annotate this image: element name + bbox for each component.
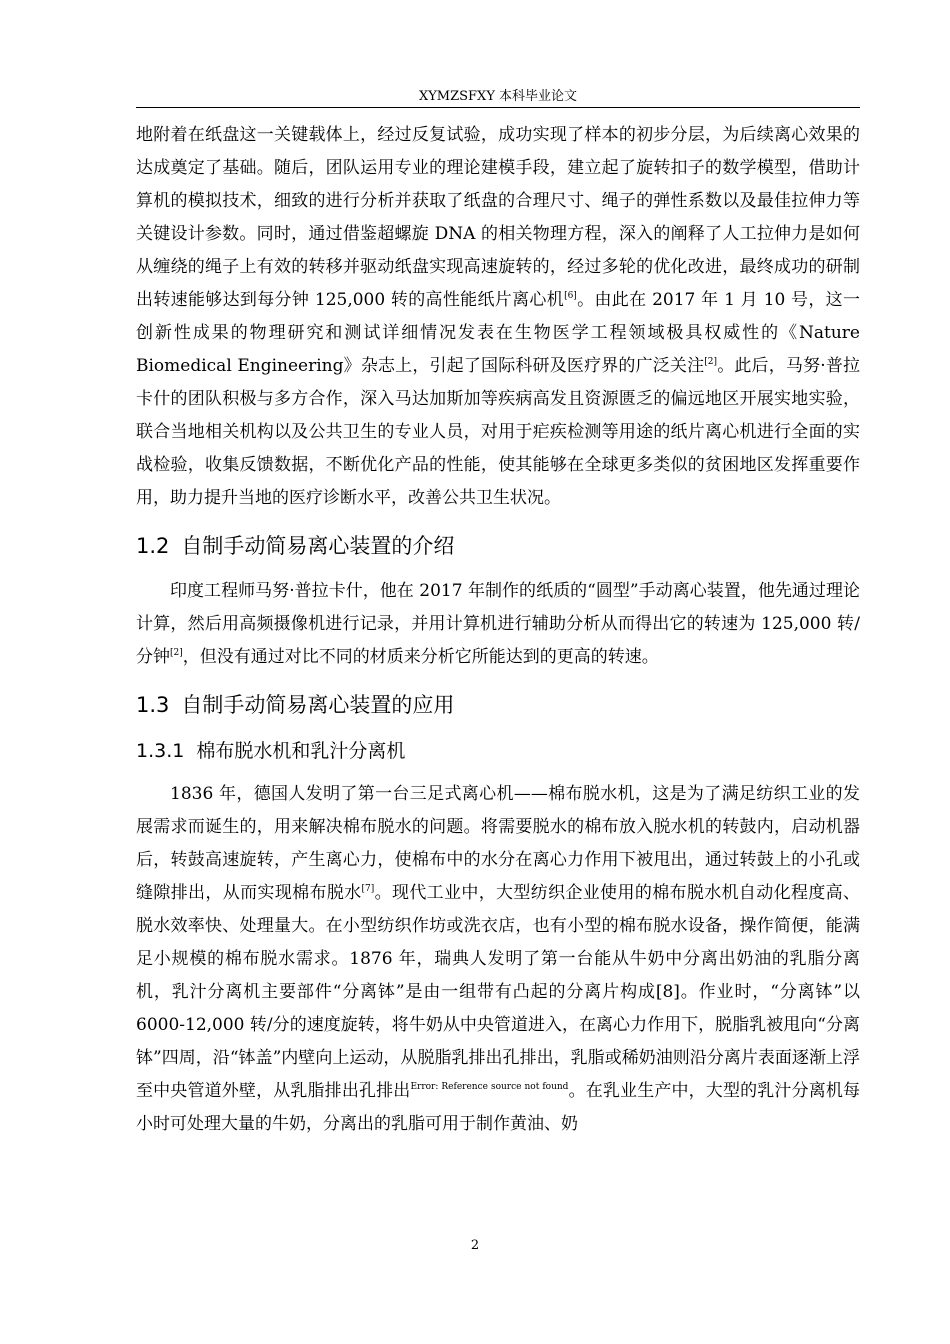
paragraph-text: 。此后，马努·普拉卡什的团队积极与多方合作，深入马达加斯加等疾病高发且资源匮乏的偏远地区开展实地实验，联合当地相关机构以及公共卫生的专业人员，对用于疟疾检测等用途的纸片离心机进行全面的实战检验，收集反馈数据，不断优化产品的性能，使其能够在全球更多类似的贫困地区发挥重要作用，助力提升当地的医疗诊断水平，改善公共卫生状况。 (136, 356, 860, 508)
subsection-number: 1.3.1 (136, 740, 185, 762)
paragraph-text: ，但没有通过对比不同的材质来分析它所能达到的更高的转速。 (182, 647, 659, 667)
page-body (136, 119, 860, 1141)
page-number: 2 (470, 1238, 480, 1253)
paragraph-text: 地附着在纸盘这一关键载体上，经过反复试验，成功实现了样本的初步分层，为后续离心效果的达成奠定了基础。随后，团队运用专业的理论建模手段，建立起了旋转扣子的数学模型，借助计算机的模拟技术，细致的进行分析并获取了纸盘的合理尺寸、绳子的弹性系数以及最佳拉伸力等关键设计参数。同时，通过借鉴超螺旋 DNA 的相关物理方程，深入的阐释了人工拉伸力是如何从缠绕的绳子上有效的转移并驱动纸盘实现高速旋转的，经过多轮的优化改进，最终成功的研制出转速能够达到每分钟 125,000 转的高性能纸片离心机 (136, 125, 860, 310)
section-heading-1-3 (136, 687, 860, 723)
section-title: 自制手动简易离心装置的应用 (181, 693, 455, 717)
paragraph-continued (136, 119, 860, 515)
subsection-title: 棉布脱水机和乳汁分离机 (196, 740, 406, 762)
paragraph-text: 。现代工业中，大型纺织企业使用的棉布脱水机自动化程度高、脱水效率快、处理量大。在小型纺织作坊或洗衣店，也有小型的棉布脱水设备，操作简便，能满足小规模的棉布脱水需求。1876 年，瑞典人发明了第一台能从牛奶中分离出奶油的乳脂分离机，乳汁分离机主要部件“分离钵”是由一组带有凸起的分离片构成[8]。作业时，“分离钵”以 6000-12,000 转/分的速度旋转，将牛奶从中央管道进入，在离心力作用下，脱脂乳被甩向“分离钵”四周，沿“钵盖”内壁向上运动，从脱脂乳排出孔排出，乳脂或稀奶油则沿分离片表面逐渐上浮至中央管道外壁，从乳脂排出孔排出 (136, 883, 861, 1101)
reference-error: Error: Reference source not found (410, 1082, 569, 1092)
header-rule (136, 107, 860, 108)
section-heading-1-2 (136, 528, 860, 564)
paragraph-text: 1836 年，德国人发明了第一台三足式离心机——棉布脱水机，这是为了满足纺织工业的发展需求而诞生的，用来解决棉布脱水的问题。将需要脱水的棉布放入脱水机的转鼓内，启动机器后，转鼓高速旋转，产生离心力，使棉布中的水分在离心力作用下被甩出，通过转鼓上的小孔或缝隙排出，从而实现棉布脱水 (136, 784, 860, 903)
section-number: 1.3 (136, 693, 170, 717)
section-number: 1.2 (136, 534, 170, 558)
running-header: XYMZSFXY 本科毕业论文 (418, 89, 578, 104)
citation: [6] (564, 291, 577, 301)
paragraph (136, 575, 860, 674)
section-title: 自制手动简易离心装置的介绍 (181, 534, 455, 558)
paragraph-text: 。由此在 2017 年 1 月 10 号，这一创新性成果的物理研究和测试详细情况发表在生物医学工程领域极具权威性的《Nature Biomedical Engineering》杂志上，引起了国际科研及医疗界的广泛关注 (136, 290, 860, 376)
citation: [2] (170, 648, 183, 658)
paragraph (136, 778, 860, 1141)
subsection-heading-1-3-1 (136, 734, 860, 768)
paragraph-text: 。在乳业生产中，大型的乳汁分离机每小时可处理大量的牛奶，分离出的乳脂可用于制作黄油、奶 (136, 1081, 861, 1134)
paragraph-text: 印度工程师马努·普拉卡什，他在 2017 年制作的纸质的“圆型”手动离心装置，他先通过理论计算，然后用高频摄像机进行记录，并用计算机进行辅助分析从而得出它的转速为 125,000 转/分钟 (136, 581, 860, 667)
citation: [2] (704, 357, 718, 367)
citation: [7] (361, 884, 375, 894)
